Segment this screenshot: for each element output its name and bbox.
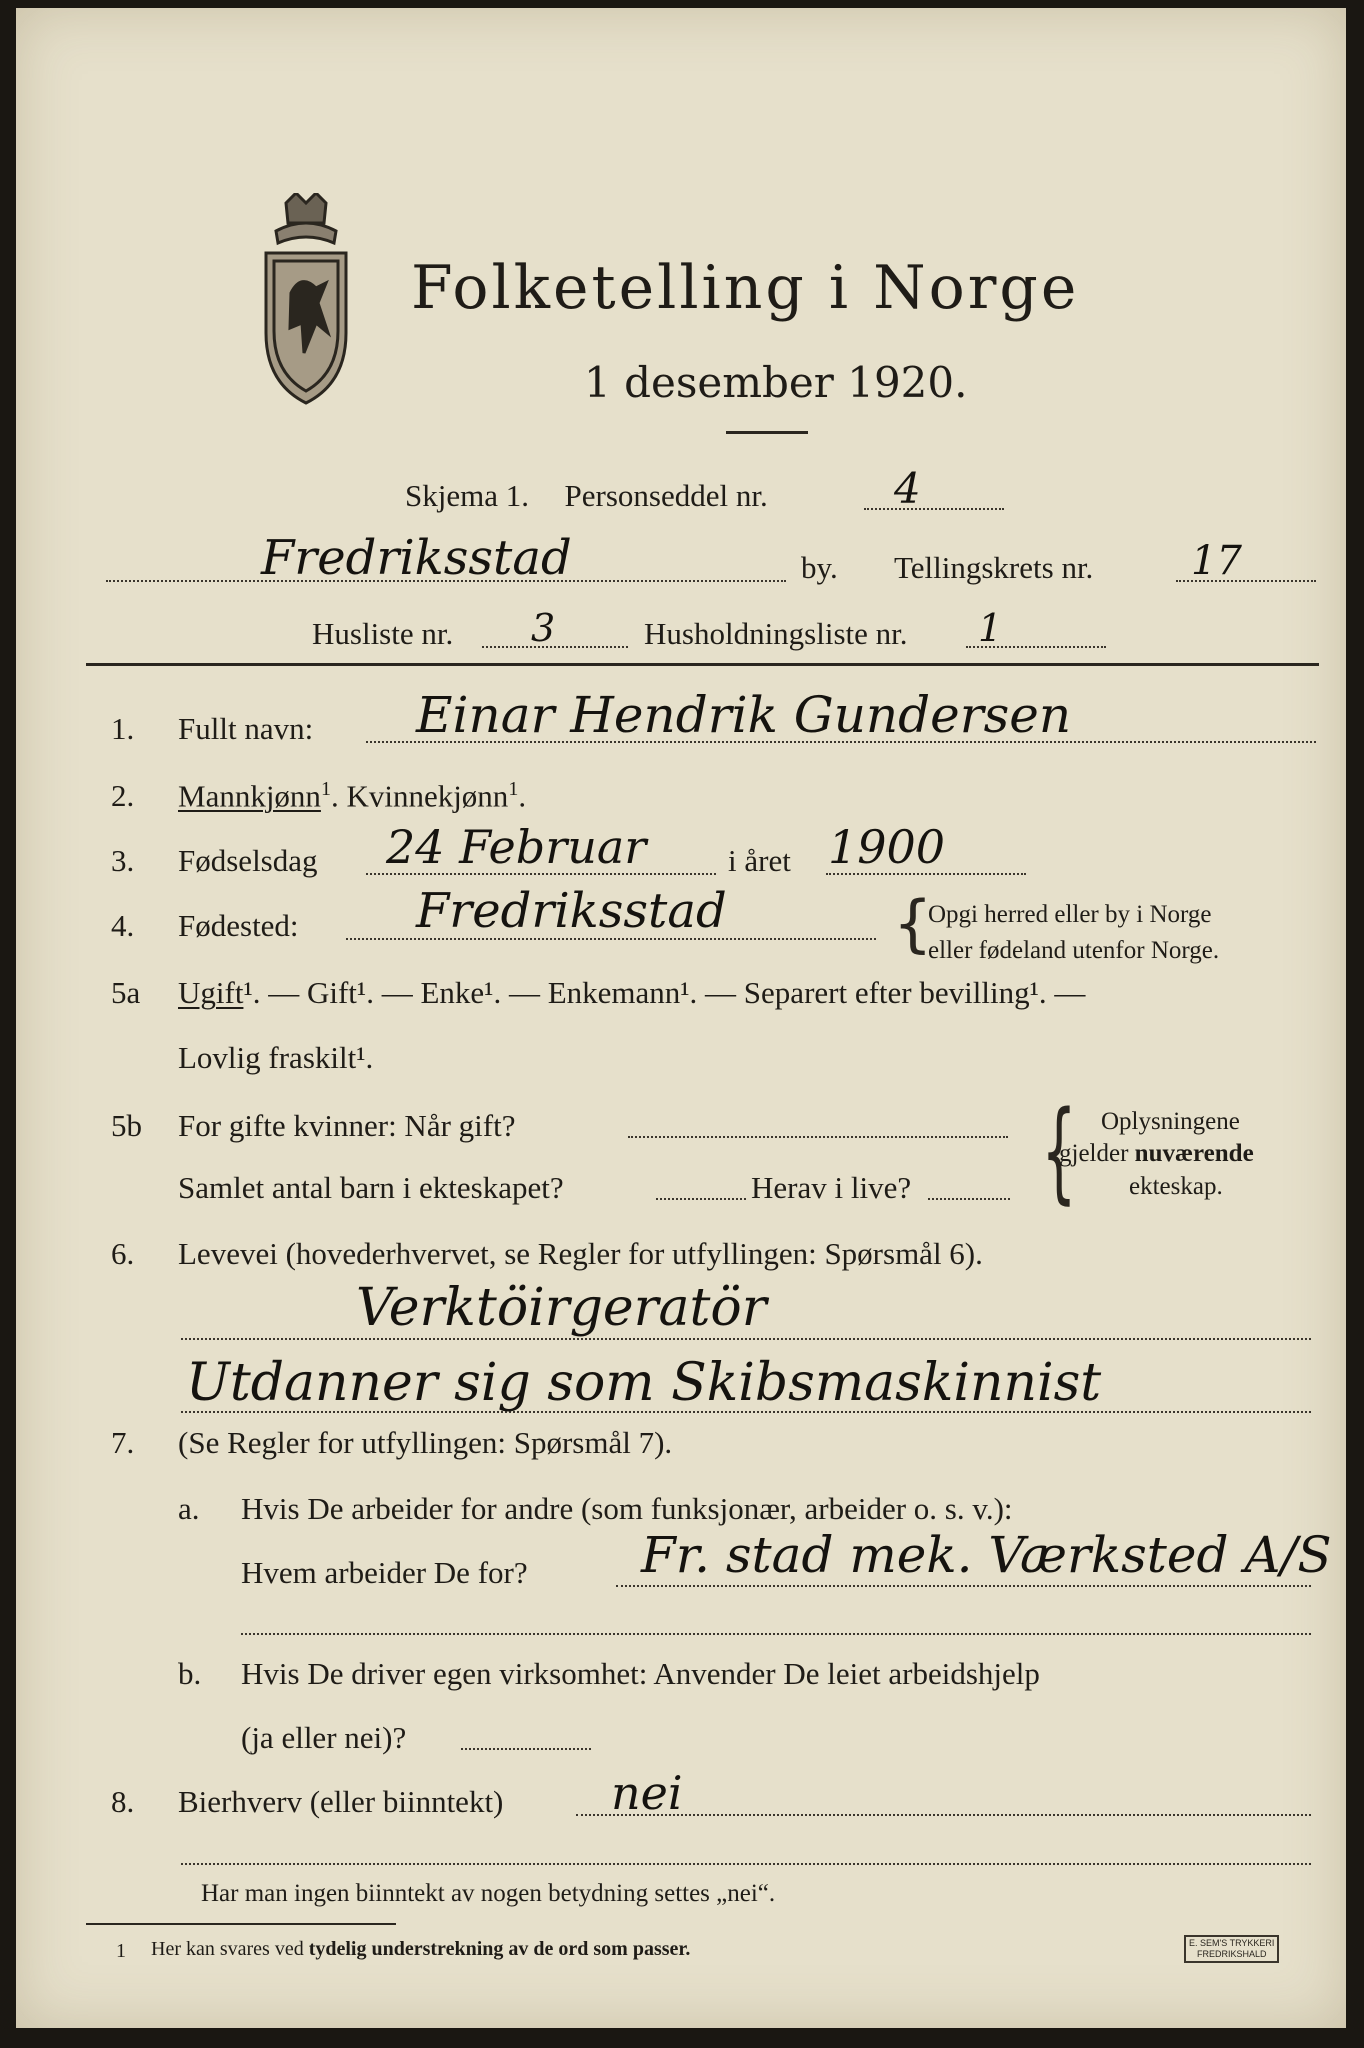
q4-note-1: Opgi herred eller by i Norge xyxy=(928,901,1212,928)
q5b-note-3: ekteskap. xyxy=(1129,1173,1223,1200)
employer-value[interactable]: Fr. stad mek. Værksted A/S xyxy=(641,1526,1332,1584)
header-divider xyxy=(86,663,1319,666)
occupation-note-value[interactable]: Utdanner sig som Skibsmaskinnist xyxy=(186,1353,1102,1413)
personseddel-label: Personseddel nr. xyxy=(564,478,768,513)
q7b-text: Hvis De driver egen virksomhet: Anvender De leiet arbeidshjelp xyxy=(241,1656,1040,1691)
q4-label: Fødested: xyxy=(178,908,299,943)
side-income-value[interactable]: nei xyxy=(611,1766,683,1820)
q7-number: 7. xyxy=(111,1425,135,1460)
year-label: i året xyxy=(728,843,791,878)
q7b-question: (ja eller nei)? xyxy=(241,1720,407,1755)
q2-number: 2. xyxy=(111,778,135,813)
by-label: by. xyxy=(801,550,838,585)
marital-other-options[interactable]: ¹. — Gift¹. — Enke¹. — Enkemann¹. — Separert efter bevilling¹. — xyxy=(243,975,1086,1010)
q5b-married-when-label: For gifte kvinner: Når gift? xyxy=(178,1108,516,1143)
q8-line-1 xyxy=(576,1814,1311,1816)
q5b-note-2b: nuværende xyxy=(1134,1140,1254,1167)
q7b-line xyxy=(461,1748,591,1750)
census-form-page: Folketelling i Norge 1 desember 1920. Skjema 1. Personseddel nr. 4 Fredriksstad by. Tellingskrets nr. 17 Husliste nr. 3 Husholdningsliste nr. 1 1. Fullt navn: Einar Hendrik Gundersen 2. Mannkjønn$^1$. Kvinnekjønn$^1$. 3. Fødselsdag 24 Februar i året 1900 4. Fødested: Fredriksstad { Opgi herred eller by i Norge eller fødeland utenfor Norge. 5a Ugift¹. — Gift¹. — Enke¹. — Enkemann¹. — Separert efter bevilling¹. — Lovlig fraskilt¹. 5b For gifte kvinner: Når gift? Samlet antal barn i ekteskapet? Herav i live? { Oplysningene gjelder nuværende ekteskap. 6. Levevei (hovederhvervet, se Regler for utfyllingen: Spørsmål 6). Verktöirgeratör Utdanner sig som Skibsmaskinnist 7. (Se Regler for utfyllingen: Spørsmål 7). a. Hvis De arbeider for andre (som funksjonær, arbeider o. s. v.): Hvem arbeider De for? Fr. stad mek. Værksted A/S b. Hvis De driver egen virksomhet: Anvender De leiet arbeidshjelp (ja eller nei)? 8. Bierhverv (eller biinntekt) nei Har man ingen biinntekt av nogen betydning settes „nei“. 1 Her kan svares ved tydelig understrekning av de ord som passer. E. SEM'S TRYKKERI FREDRIKSHALD xyxy=(16,8,1346,2028)
q8-label: Bierhverv (eller biinntekt) xyxy=(178,1784,504,1819)
q4-brace: { xyxy=(893,887,933,960)
q5b-alive-label: Herav i live? xyxy=(751,1170,912,1205)
q5b-children-label: Samlet antal barn i ekteskapet? xyxy=(178,1170,564,1205)
marital-fraskilt-option[interactable]: Lovlig fraskilt¹. xyxy=(178,1040,374,1075)
city-value[interactable]: Fredriksstad xyxy=(261,530,572,586)
q6-line-1 xyxy=(181,1338,1311,1340)
husliste-label: Husliste nr. xyxy=(312,616,454,651)
husholdning-value[interactable]: 1 xyxy=(978,606,1003,650)
birthplace-value[interactable]: Fredriksstad xyxy=(416,883,727,939)
q5b-alive-line xyxy=(928,1198,1010,1200)
personseddel-value[interactable]: 4 xyxy=(894,464,921,513)
q7a-text: Hvis De arbeider for andre (som funksjonær, arbeider o. s. v.): xyxy=(241,1491,1013,1526)
q7a-question: Hvem arbeider De for? xyxy=(241,1555,528,1590)
tellingskrets-value[interactable]: 17 xyxy=(1191,538,1242,584)
skjema-label: Skjema 1. xyxy=(405,478,529,513)
form-title: Folketelling i Norge xyxy=(411,253,1080,323)
q7a-line-1 xyxy=(616,1585,1311,1587)
footnote-rule xyxy=(86,1923,396,1925)
q4-number: 4. xyxy=(111,908,135,943)
occupation-value[interactable]: Verktöirgeratör xyxy=(356,1278,767,1338)
q8-number: 8. xyxy=(111,1784,135,1819)
footnote-text-a: Her kan svares ved xyxy=(151,1938,309,1960)
q5b-note-2a: gjelder xyxy=(1059,1140,1135,1167)
birth-day-value[interactable]: 24 Februar xyxy=(386,820,647,874)
full-name-value[interactable]: Einar Hendrik Gundersen xyxy=(416,686,1072,744)
q1-number: 1. xyxy=(111,711,135,746)
q7a-line-2 xyxy=(241,1633,1311,1635)
q3-number: 3. xyxy=(111,843,135,878)
husliste-value[interactable]: 3 xyxy=(531,606,556,650)
footnote-mark: 1 xyxy=(116,1940,126,1962)
marital-ugift-option[interactable]: Ugift xyxy=(178,975,244,1010)
tellingskrets-label: Tellingskrets nr. xyxy=(894,550,1094,585)
norwegian-coat-of-arms-icon xyxy=(246,193,366,413)
printer-mark: E. SEM'S TRYKKERI FREDRIKSHALD xyxy=(1184,1935,1279,1963)
q5a-number: 5a xyxy=(111,975,141,1010)
gender-male-option[interactable]: Mannkjønn xyxy=(178,778,321,814)
q3-label: Fødselsdag xyxy=(178,843,318,878)
title-divider xyxy=(726,431,808,434)
q7-label: (Se Regler for utfyllingen: Spørsmål 7). xyxy=(178,1425,673,1460)
q1-label: Fullt navn: xyxy=(178,711,314,746)
gender-female-option[interactable]: Kvinnekjønn xyxy=(346,778,509,814)
census-date: 1 desember 1920. xyxy=(584,358,968,407)
q8-line-2 xyxy=(181,1863,1311,1865)
q5b-brace: { xyxy=(1041,1087,1077,1215)
footer-note: Har man ingen biinntekt av nogen betydning settes „nei“. xyxy=(201,1880,776,1907)
q6-number: 6. xyxy=(111,1236,135,1271)
q5b-married-when-line xyxy=(628,1136,1008,1138)
footnote-text-b: tydelig understrekning av de ord som passer. xyxy=(308,1938,691,1960)
q7b-letter: b. xyxy=(178,1656,202,1691)
q5b-number: 5b xyxy=(111,1108,142,1143)
birth-year-value[interactable]: 1900 xyxy=(828,820,946,874)
q7a-letter: a. xyxy=(178,1491,200,1526)
personseddel-line xyxy=(864,508,1004,510)
q4-note-2: eller fødeland utenfor Norge. xyxy=(928,937,1220,964)
q6-label: Levevei (hovederhvervet, se Regler for utfyllingen: Spørsmål 6). xyxy=(178,1236,983,1271)
husholdning-label: Husholdningsliste nr. xyxy=(644,616,908,651)
q5b-children-line xyxy=(656,1198,746,1200)
q5b-note-1: Oplysningene xyxy=(1101,1108,1240,1135)
